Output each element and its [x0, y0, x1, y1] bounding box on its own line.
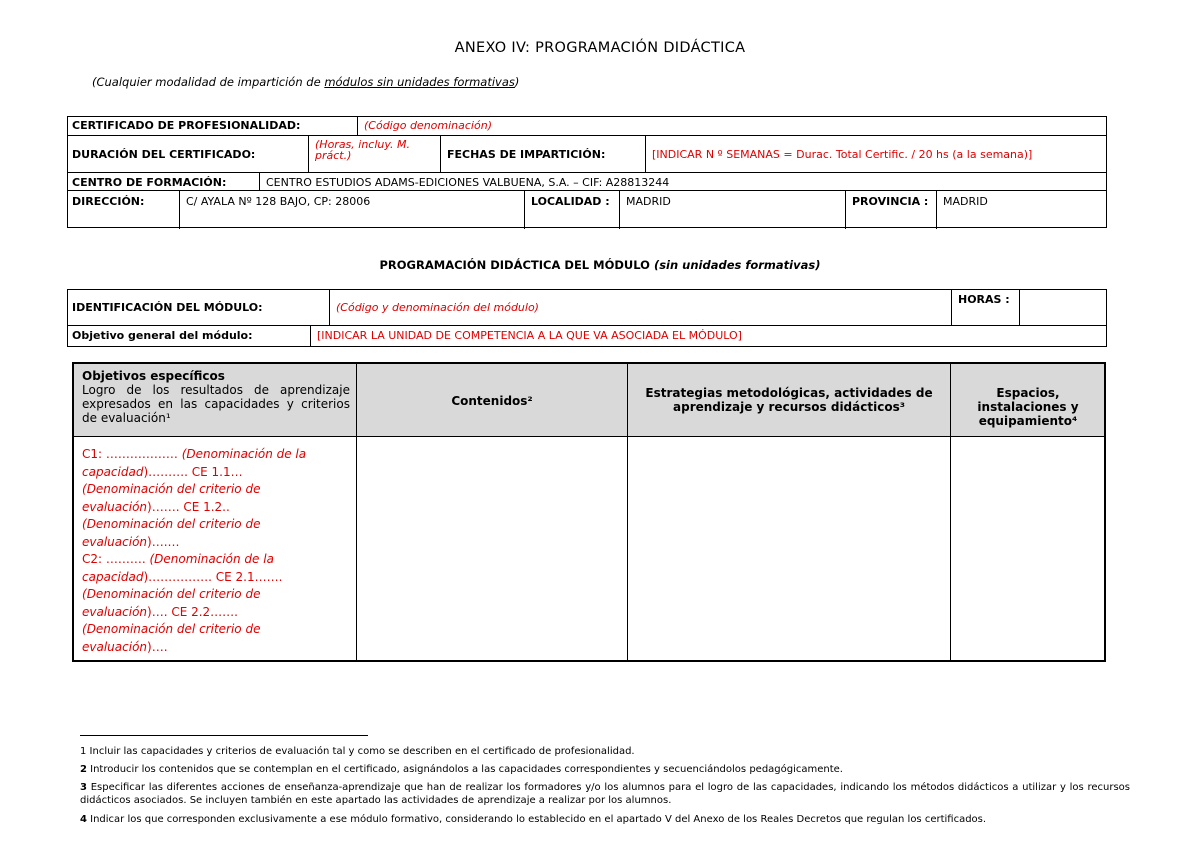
- duracion-value: (Horas, incluy. M. práct.): [315, 138, 411, 162]
- objetivo-line: evaluación)….…: [82, 534, 180, 549]
- horas-value: [1022, 300, 1030, 304]
- contenidos-header: Contenidos²: [451, 394, 533, 408]
- localidad-value: MADRID: [626, 195, 671, 208]
- centro-value: CENTRO ESTUDIOS ADAMS-EDICIONES VALBUENA, S.A. – CIF: A28813244: [266, 176, 670, 189]
- section-title-italic: (sin unidades formativas): [653, 258, 821, 272]
- objetivo-label: Objetivo general del módulo:: [72, 329, 253, 342]
- footnote-4: [80, 813, 1130, 826]
- footnote-text: Indicar los que corresponden exclusivamente a ese módulo formativo, considerando lo establecido en el apartado V del Anexo de los Reales Decretos que regulan los certificados.: [86, 814, 987, 825]
- subtitle-underlined: módulos sin unidades formativas: [324, 75, 515, 89]
- modulo-table: [67, 289, 1107, 347]
- objetivo-value: [INDICAR LA UNIDAD DE COMPETENCIA A LA QUE VA ASOCIADA EL MÓDULO]: [317, 329, 742, 342]
- objetivo-line: evaluación)….: [82, 639, 168, 654]
- objetivo-line: (Denominación del criterio de: [82, 517, 261, 531]
- objetivo-line: C2: ………. (Denominación de la: [82, 552, 274, 566]
- direccion-value: C/ AYALA Nº 128 BAJO, CP: 28006: [186, 195, 371, 208]
- programacion-table: [72, 362, 1106, 662]
- section-title-main: PROGRAMACIÓN DIDÁCTICA DEL MÓDULO: [379, 258, 654, 272]
- objetivo-line: C1: ……………… (Denominación de la: [82, 447, 307, 461]
- footnote-num: 3: [80, 782, 87, 793]
- subtitle-prefix: (Cualquier modalidad de impartición de: [92, 75, 325, 89]
- objetivos-header: [78, 367, 354, 427]
- centro-label: CENTRO DE FORMACIÓN:: [72, 176, 227, 189]
- objetivos-header-sub: Logro de los resultados de aprendizaje expresados en las capacidades y criterios de evaluación¹: [82, 383, 350, 425]
- provincia-label: PROVINCIA :: [852, 195, 929, 208]
- certificado-label: CERTIFICADO DE PROFESIONALIDAD:: [72, 119, 301, 132]
- objetivo-line: (Denominación del criterio de: [82, 482, 261, 496]
- provincia-value: MADRID: [943, 195, 988, 208]
- objetivos-body: [82, 446, 342, 656]
- espacios-header: Espacios, instalaciones y equipamiento⁴: [977, 386, 1079, 428]
- duracion-label: DURACIÓN DEL CERTIFICADO:: [72, 148, 256, 161]
- objetivo-line: evaluación)…. CE 2.2…….: [82, 604, 238, 619]
- footnote-num: 4: [80, 814, 87, 825]
- footnote-2: [80, 763, 1130, 776]
- fechas-label: FECHAS DE IMPARTICIÓN:: [447, 148, 606, 161]
- objetivo-line: (Denominación del criterio de: [82, 622, 261, 636]
- footnote-1: [80, 745, 1130, 758]
- objetivo-line: evaluación)……. CE 1.2..: [82, 499, 230, 514]
- objetivo-line: capacidad)……………. CE 2.1…….: [82, 569, 283, 584]
- horas-label: HORAS :: [958, 293, 1010, 306]
- objetivo-line: capacidad)………. CE 1.1…: [82, 464, 243, 479]
- localidad-label: LOCALIDAD :: [531, 195, 610, 208]
- footnote-num: 2: [80, 764, 87, 775]
- footnote-text: Especificar las diferentes acciones de enseñanza-aprendizaje que han de realizar los formadores y/o los alumnos para el logro de las capacidades, indicando los métodos didácticos a utilizar y los recursos didácticos asociados. Se incluyen también en este apartado las actividades de aprendizaje a realizar por los alumnos.: [80, 782, 1130, 806]
- estrategias-header: Estrategias metodológicas, actividades de aprendizaje y recursos didácticos³: [645, 386, 933, 414]
- subtitle-suffix: ): [514, 75, 520, 89]
- modulo-id-value: (Código y denominación del módulo): [336, 301, 539, 314]
- footnote-3: [80, 781, 1130, 807]
- objetivos-header-title: Objetivos específicos: [82, 369, 225, 383]
- page-subtitle: [92, 75, 519, 89]
- certificado-value: (Código denominación): [364, 119, 492, 132]
- footnote-separator: [80, 735, 368, 736]
- certificado-table: [67, 116, 1107, 228]
- footnote-text: Introducir los contenidos que se contemplan en el certificado, asignándolos a las capacidades correspondientes y secuenciándolos pedagógicamente.: [86, 764, 843, 775]
- page-title: ANEXO IV: PROGRAMACIÓN DIDÁCTICA: [454, 40, 746, 56]
- footnote-text: Incluir las capacidades y criterios de evaluación tal y como se describen en el certificado de profesionalidad.: [86, 746, 635, 757]
- objetivo-line: (Denominación del criterio de: [82, 587, 261, 601]
- fechas-value: [INDICAR N º SEMANAS = Durac. Total Certific. / 20 hs (a la semana)]: [652, 148, 1033, 161]
- direccion-label: DIRECCIÓN:: [72, 195, 145, 208]
- modulo-id-label: IDENTIFICACIÓN DEL MÓDULO:: [72, 301, 263, 314]
- section-title: [0, 258, 1200, 272]
- footnote-num: 1: [80, 746, 87, 757]
